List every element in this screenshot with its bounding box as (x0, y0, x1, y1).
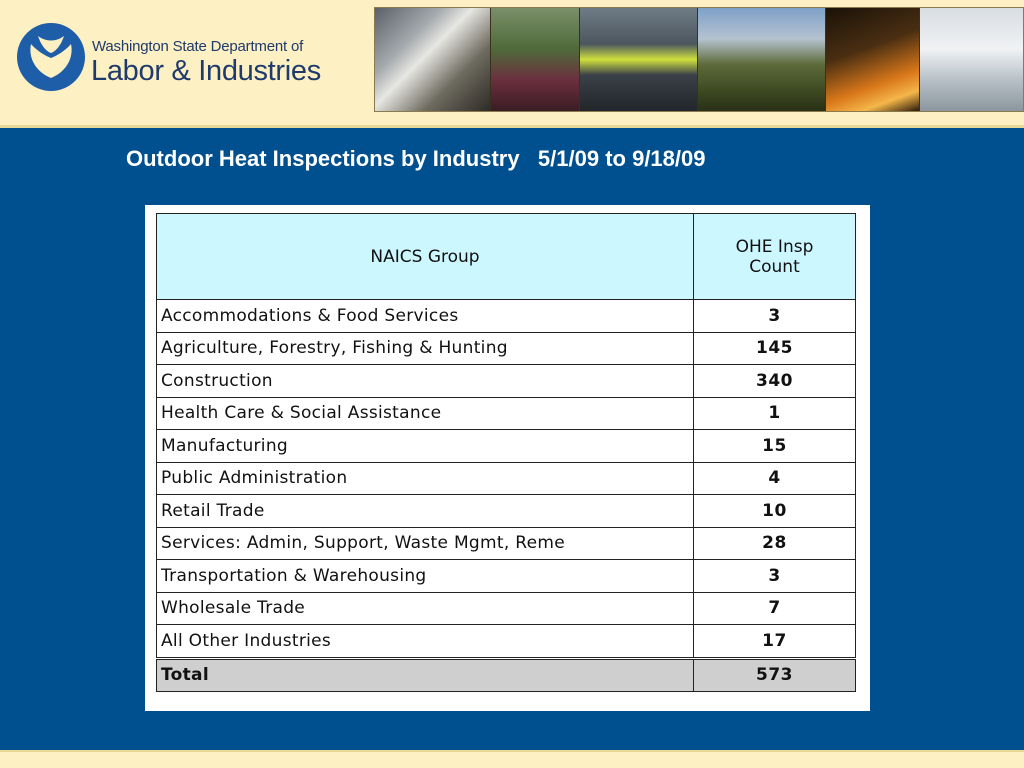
naics-group-cell: Construction (157, 365, 694, 398)
insp-count-cell: 3 (694, 560, 856, 593)
table-header-row (157, 214, 856, 300)
photo-farm-worker-berries (491, 8, 581, 111)
naics-group-cell: All Other Industries (157, 625, 694, 659)
inspections-table (156, 213, 856, 692)
naics-group-cell: Manufacturing (157, 430, 694, 463)
insp-count-cell: 15 (694, 430, 856, 463)
photo-construction-worker (580, 8, 698, 111)
naics-group-cell: Agriculture, Forestry, Fishing & Hunting (157, 332, 694, 365)
footer-bar (0, 750, 1024, 768)
photo-strip (374, 7, 1024, 112)
naics-group-cell: Health Care & Social Assistance (157, 397, 694, 430)
insp-count-cell: 1 (694, 397, 856, 430)
table-row (157, 592, 856, 625)
naics-group-cell: Services: Admin, Support, Waste Mgmt, Reme (157, 527, 694, 560)
insp-count-cell: 7 (694, 592, 856, 625)
insp-count-cell: 340 (694, 365, 856, 398)
header-naics-group: NAICS Group (157, 214, 694, 300)
table-row (157, 527, 856, 560)
table-row (157, 625, 856, 659)
table-row (157, 560, 856, 593)
table-row (157, 300, 856, 333)
table-row (157, 332, 856, 365)
table-row (157, 430, 856, 463)
naics-group-cell: Wholesale Trade (157, 592, 694, 625)
table-row (157, 462, 856, 495)
photo-foundry-worker (826, 8, 921, 111)
insp-count-cell: 145 (694, 332, 856, 365)
total-count-cell: 573 (694, 658, 856, 692)
org-name-line2: Labor & Industries (91, 55, 321, 87)
header-banner (0, 0, 1024, 128)
naics-group-cell: Public Administration (157, 462, 694, 495)
insp-count-cell: 3 (694, 300, 856, 333)
slide-title: Outdoor Heat Inspections by Industry 5/1/09 to 9/18/09 (126, 146, 706, 171)
org-name-line1: Washington State Department of (92, 38, 304, 55)
total-label-cell: Total (157, 658, 694, 692)
header-insp-count: OHE Insp Count (694, 214, 856, 300)
naics-group-cell: Accommodations & Food Services (157, 300, 694, 333)
table-row (157, 397, 856, 430)
table-card (145, 205, 870, 711)
photo-field-workers (698, 8, 826, 111)
table-row (157, 495, 856, 528)
naics-group-cell: Retail Trade (157, 495, 694, 528)
table-row (157, 365, 856, 398)
insp-count-cell: 10 (694, 495, 856, 528)
photo-lab-worker (920, 8, 1023, 111)
photo-worker-sanding (375, 8, 491, 111)
naics-group-cell: Transportation & Warehousing (157, 560, 694, 593)
insp-count-cell: 17 (694, 625, 856, 659)
insp-count-cell: 4 (694, 462, 856, 495)
insp-count-cell: 28 (694, 527, 856, 560)
lni-logo-icon (16, 22, 86, 92)
table-total-row (157, 658, 856, 692)
